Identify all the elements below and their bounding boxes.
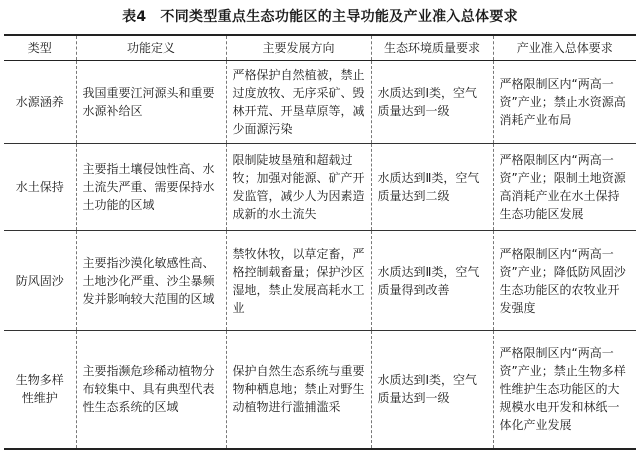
header-definition: 功能定义 [76,35,226,61]
cell-type: 水土保持 [4,144,76,231]
header-quality: 生态环境质量要求 [371,35,493,61]
cell-type: 生物多样性维护 [4,331,76,449]
header-type: 类型 [4,35,76,61]
cell-definition: 我国重要江河源头和重要水源补给区 [76,61,226,144]
cell-type: 防风固沙 [4,231,76,331]
cell-definition: 主要指濒危珍稀动植物分布较集中、具有典型代表性生态系统的区域 [76,331,226,449]
table-number: 表4 [122,9,147,25]
cell-type: 水源涵养 [4,61,76,144]
cell-direction: 限制陡坡垦殖和超载过牧；加强对能源、矿产开发监管，减少人为因素造成新的水土流失 [226,144,371,231]
cell-quality: 水质达到Ⅱ类，空气质量达到二级 [371,144,493,231]
cell-quality: 水质达到Ⅰ类，空气质量达到一级 [371,61,493,144]
header-industry: 产业准入总体要求 [493,35,636,61]
cell-direction: 严格保护自然植被，禁止过度放牧、无序采矿、毁林开荒、开垦草原等，减少面源污染 [226,61,371,144]
header-direction: 主要发展方向 [226,35,371,61]
table-caption: 不同类型重点生态功能区的主导功能及产业准入总体要求 [160,9,518,25]
cell-industry: 严格限制区内“两高一资”产业；禁止水资源高消耗产业布局 [493,61,636,144]
cell-definition: 主要指沙漠化敏感性高、土地沙化严重、沙尘暴频发并影响较大范围的区域 [76,231,226,331]
table-title [0,6,640,28]
table-row [4,231,636,331]
cell-industry: 严格限制区内“两高一资”产业；限制土地资源高消耗产业在水土保持生态功能区发展 [493,144,636,231]
table-header-row [4,35,636,61]
cell-direction: 保护自然生态系统与重要物种栖息地；禁止对野生动植物进行滥捕滥采 [226,331,371,449]
cell-quality: 水质达到Ⅰ类，空气质量达到一级 [371,331,493,449]
cell-industry: 严格限制区内“两高一资”产业；禁止生物多样性维护生态功能区的大规模水电开发和林纸一体化产业发展 [493,331,636,449]
table-row [4,61,636,144]
cell-quality: 水质达到Ⅱ类，空气质量得到改善 [371,231,493,331]
table-row [4,331,636,449]
cell-definition: 主要指土壤侵蚀性高、水土流失严重、需要保持水土功能的区域 [76,144,226,231]
cell-industry: 严格限制区内“两高一资”产业；降低防风固沙生态功能区的农牧业开发强度 [493,231,636,331]
requirements-table [4,34,636,450]
cell-direction: 禁牧休牧，以草定畜，严格控制载畜量；保护沙区湿地，禁止发展高耗水工业 [226,231,371,331]
table-row [4,144,636,231]
